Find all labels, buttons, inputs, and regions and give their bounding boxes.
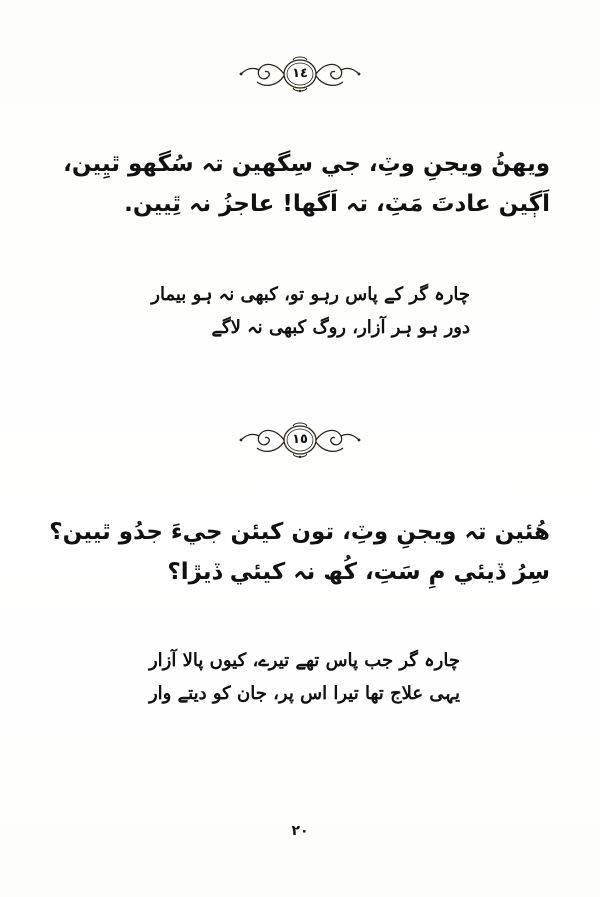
page-number: ٢٠ — [291, 823, 309, 839]
stanza-number: ١٤ — [292, 66, 308, 82]
urdu-line: دور ہو ہر آزار، روگ کبھی نہ لاگے — [211, 317, 470, 338]
urdu-line: چارہ گر جب پاس تھے تیرے، کیوں پالا آزار — [148, 650, 460, 671]
urdu-line: چارہ گر کے پاس رہو تو، کبھی نہ ہو بیمار — [151, 284, 470, 305]
sindhi-line: ھُئين تہ ويجنِ وٽِ، تون کيئن جيءَ جدُو ٿيين؟ — [49, 519, 550, 545]
urdu-line: یہی علاج تھا تیرا اس پر، جان کو دیتے وار — [148, 683, 460, 704]
stanza-ornament-14 — [235, 52, 365, 96]
sindhi-line: اَڳين عادتَ مَٽِ، تہ اَگھا! عاجزُ نہ ٿِيين. — [124, 191, 550, 217]
sindhi-line: سِرُ ڏيئي مِ سَتِ، کُھ نہ کيئي ڏيڙا؟ — [167, 559, 550, 585]
stanza-number: ١٥ — [292, 432, 308, 448]
urdu-translation-15 — [149, 644, 460, 710]
sindhi-line: ويھڻُ ويجنِ وٽِ، جي سِگھين تہ سُگھو ٿيِين، — [63, 151, 550, 177]
sindhi-verse-15 — [49, 512, 550, 592]
stanza-ornament-15 — [235, 418, 365, 462]
urdu-translation-14 — [151, 278, 470, 344]
sindhi-verse-14 — [63, 144, 550, 224]
